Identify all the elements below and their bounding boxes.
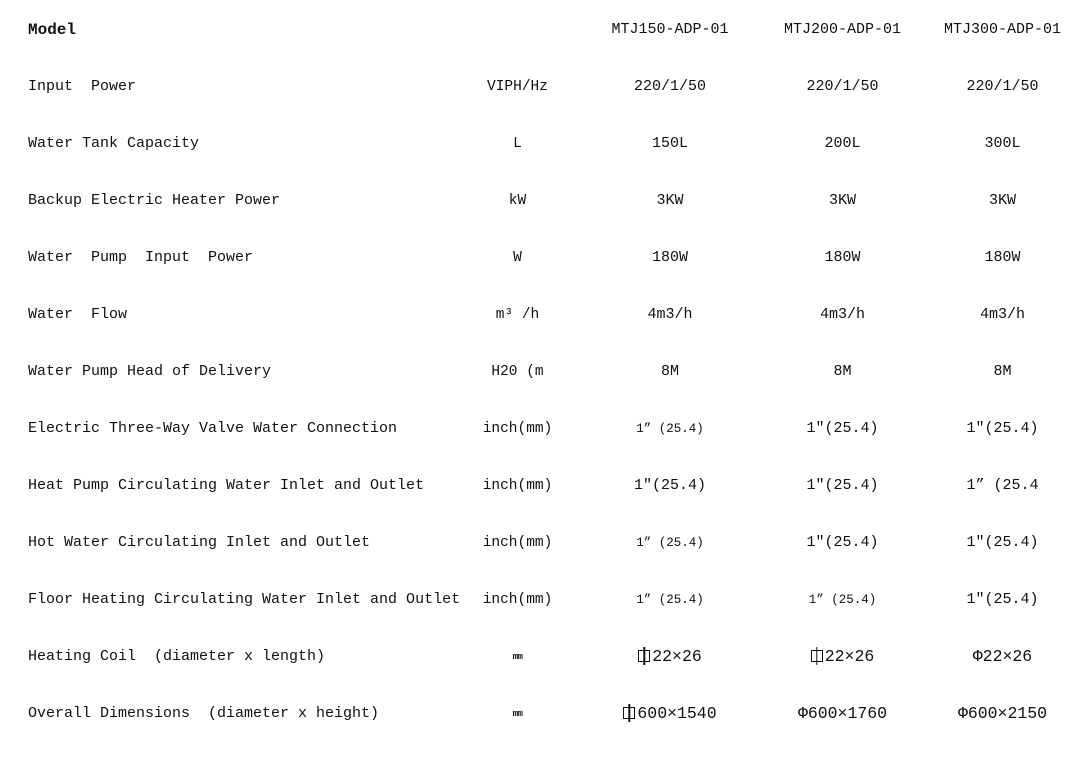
- row-unit: mm: [512, 651, 523, 662]
- spec-value: 180W: [984, 249, 1021, 267]
- spec-value: 150L: [651, 135, 688, 153]
- row-label: Backup Electric Heater Power: [28, 192, 281, 210]
- spec-value: 22×26: [760, 648, 925, 666]
- row-unit: inch(mm): [482, 477, 553, 494]
- model-name-column-2: MTJ200-ADP-01: [783, 21, 902, 39]
- table-row: [0, 629, 1080, 686]
- spec-value: 1″(25.4): [633, 477, 706, 495]
- spec-value: 1” (25.4): [636, 592, 704, 607]
- table-body: [0, 59, 1080, 743]
- spec-value: 3KW: [656, 192, 684, 210]
- row-label: Water Pump Input Power: [28, 249, 254, 267]
- table-row: [0, 686, 1080, 743]
- spec-value: 300L: [984, 135, 1021, 153]
- row-label: Overall Dimensions (diameter x height): [28, 705, 380, 723]
- row-label: Heat Pump Circulating Water Inlet and Outlet: [28, 477, 425, 495]
- spec-value: 4m3/h: [647, 306, 693, 324]
- spec-value: 220/1/50: [633, 78, 706, 96]
- table-row: [0, 401, 1080, 458]
- spec-value: 3KW: [828, 192, 856, 210]
- row-unit: inch(mm): [482, 534, 553, 551]
- spec-value: 200L: [824, 135, 861, 153]
- spec-value: 1″(25.4): [966, 591, 1039, 609]
- row-label: Heating Coil (diameter x length): [28, 648, 326, 666]
- row-unit: H20 (m: [491, 363, 544, 380]
- table-row: [0, 515, 1080, 572]
- spec-value: Φ600×1760: [797, 704, 888, 724]
- spec-value: 1” (25.4): [636, 535, 704, 550]
- spec-value: 8M: [660, 363, 679, 381]
- table-row: [0, 344, 1080, 401]
- spec-value: 1″(25.4): [966, 420, 1039, 438]
- row-unit: kW: [508, 192, 527, 209]
- spec-value: 3KW: [988, 192, 1016, 210]
- diameter-symbol: [811, 650, 823, 662]
- row-label: Water Flow: [28, 306, 128, 324]
- spec-value: 1” (25.4): [636, 421, 704, 436]
- spec-value: 1” (25.4: [966, 477, 1039, 495]
- spec-value: Φ22×26: [972, 647, 1033, 667]
- row-unit: m³ /h: [495, 306, 540, 323]
- row-unit: inch(mm): [482, 591, 553, 608]
- spec-value: 1” (25.4): [808, 592, 877, 607]
- spec-value: 1″(25.4): [806, 420, 879, 438]
- row-unit: VIPH/Hz: [487, 78, 548, 95]
- spec-value: 4m3/h: [819, 306, 865, 324]
- spec-value: 180W: [824, 249, 861, 267]
- model-name-column-3: MTJ300-ADP-01: [943, 21, 1062, 39]
- row-label: Electric Three-Way Valve Water Connection: [28, 420, 398, 438]
- spec-value: 1″(25.4): [806, 477, 879, 495]
- table-row: [0, 116, 1080, 173]
- row-unit: inch(mm): [482, 420, 553, 437]
- spec-value: 8M: [993, 363, 1012, 381]
- table-row: [0, 287, 1080, 344]
- row-label: Water Tank Capacity: [28, 135, 200, 153]
- table-row: [0, 59, 1080, 116]
- model-name-column-1: MTJ150-ADP-01: [611, 21, 729, 39]
- row-unit: L: [513, 135, 522, 152]
- row-unit: mm: [512, 708, 523, 719]
- table-row: [0, 230, 1080, 287]
- row-label: Hot Water Circulating Inlet and Outlet: [28, 534, 371, 552]
- table-row: [0, 458, 1080, 515]
- diameter-symbol: [638, 650, 650, 662]
- spec-value: 220/1/50: [966, 78, 1039, 96]
- table-row: [0, 173, 1080, 230]
- spec-value: 600×1540: [580, 705, 760, 723]
- row-label: Input Power: [28, 78, 137, 96]
- row-label: Water Pump Head of Delivery: [28, 363, 272, 381]
- row-label: Floor Heating Circulating Water Inlet and Outlet: [28, 591, 461, 609]
- spec-value: Φ600×2150: [957, 704, 1048, 724]
- table-row: [0, 572, 1080, 629]
- spec-value: 180W: [651, 249, 688, 267]
- row-unit: W: [513, 249, 522, 266]
- spec-value: 22×26: [580, 648, 760, 666]
- spec-value: 1″(25.4): [806, 534, 879, 552]
- spec-value: 8M: [833, 363, 852, 381]
- model-header-label: Model: [28, 20, 77, 39]
- table-header-row: [0, 2, 1080, 59]
- diameter-symbol: [623, 707, 635, 719]
- spec-value: 220/1/50: [806, 78, 879, 96]
- spec-value: 1″(25.4): [966, 534, 1039, 552]
- spec-value: 4m3/h: [979, 306, 1025, 324]
